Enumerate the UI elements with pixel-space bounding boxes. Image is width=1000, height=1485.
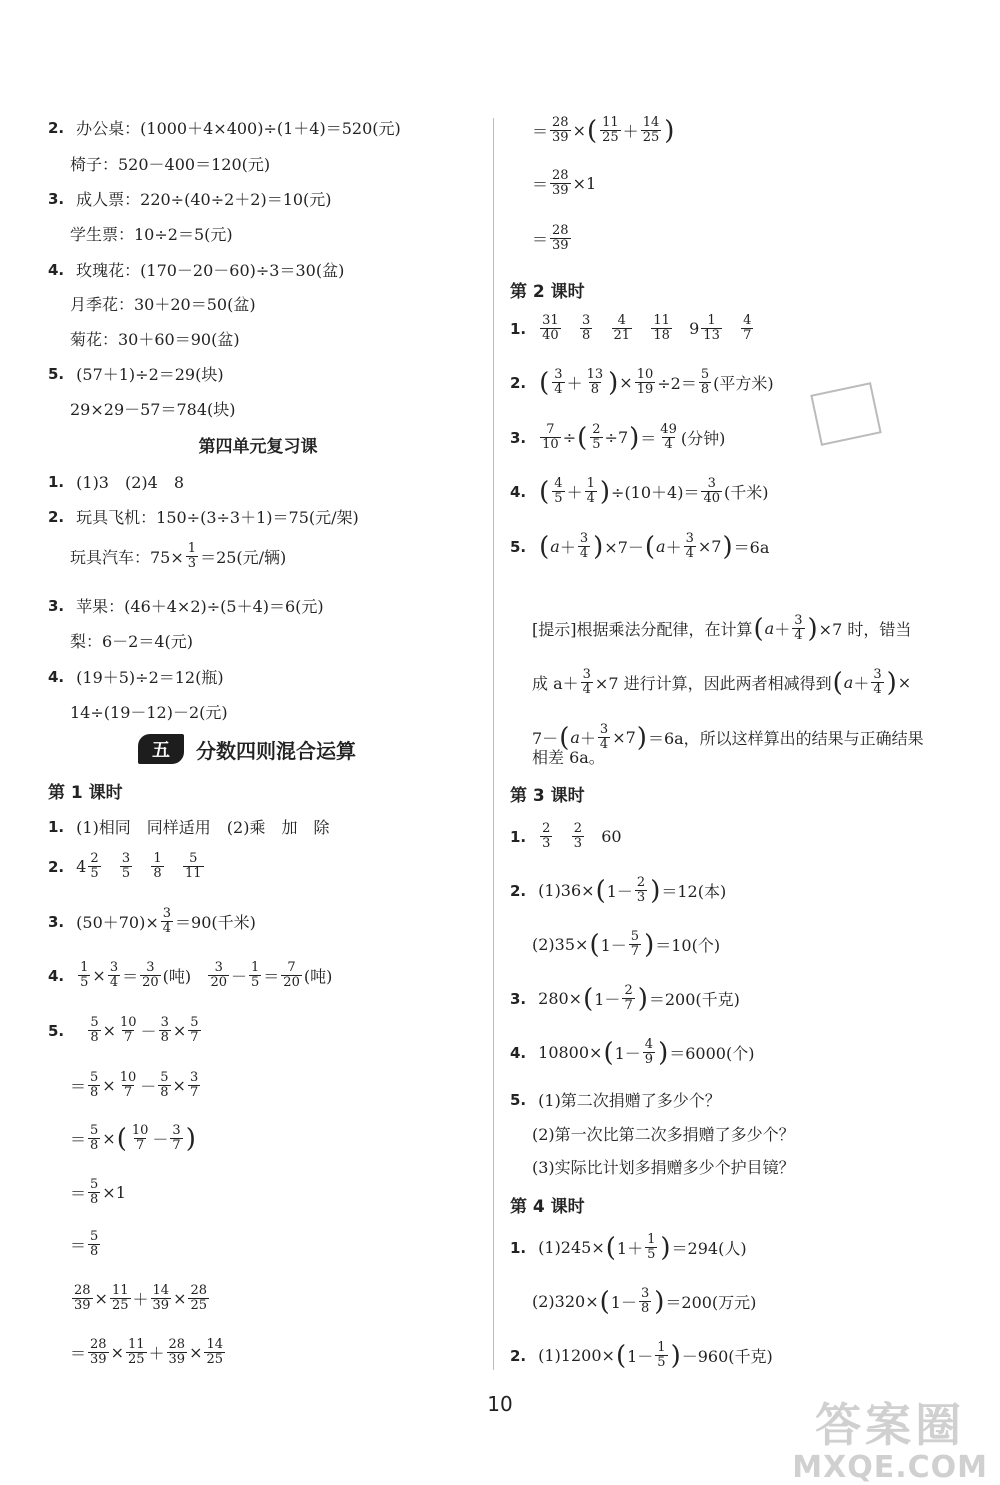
item-number: 4. [48, 966, 65, 985]
fraction: 2 7 [624, 983, 633, 1013]
fraction: 28 39 [90, 1337, 107, 1367]
answer-line [48, 152, 270, 175]
answer-text: 14÷(19－12)－2(元) [70, 703, 228, 722]
answer-text: (1)36× [538, 881, 595, 900]
answer-line [48, 470, 184, 493]
column-divider [493, 118, 494, 1370]
fraction: 1 5 [647, 1232, 656, 1262]
answer-text: －960(千克) [681, 1347, 773, 1366]
answer-line: ＝ 28 39 × ( 11 25 ＋ 14 25 ) [532, 115, 675, 146]
fraction: 5 7 [630, 929, 640, 959]
item-number: 3. [510, 428, 527, 447]
fraction: 2 3 [636, 875, 646, 905]
answer-text: 苹果：(46＋4×2)÷(5＋4)＝6(元) [76, 597, 324, 616]
answer-line [48, 815, 329, 838]
answer-line: ＝ 28 39 [532, 223, 569, 253]
fraction: 3 5 [121, 851, 131, 881]
answer-text: (2)第一次比第二次多捐赠了多少个？ [532, 1125, 795, 1144]
fraction: 3 20 [142, 960, 159, 990]
answer-text: (1)相同 同样适用 (2)乘 加 除 [76, 818, 330, 837]
fraction: 3 4 [873, 667, 882, 697]
item-number: 3. [48, 596, 65, 615]
answer-text: (分钟) [680, 429, 726, 448]
answer-text: ＝294(人) [671, 1239, 747, 1258]
answer-text: 菊花：30＋60＝90(盆) [70, 330, 240, 349]
answer-line: 2. (1)36× ( 1－ 2 3 ) ＝12(本) [510, 875, 727, 906]
item-number: 3. [48, 912, 65, 931]
answer-text: (平方米) [713, 374, 774, 393]
watermark-url: MXQE.COM [792, 1449, 988, 1485]
item-number: 4. [510, 1043, 527, 1062]
item-number: 2. [48, 118, 65, 137]
answer-text: 玫瑰花：(170－20－60)÷3＝30(盆) [76, 261, 345, 280]
answer-text: (50＋70)× [76, 913, 159, 932]
fraction: 11 18 [653, 313, 670, 343]
hint-line: [提示]根据乘法分配律，在计算 ( a ＋ 3 4 ) ×7 时，错当 [532, 613, 912, 644]
fraction: 3 7 [189, 1070, 199, 1100]
answer-text: 椅子：520－400＝120(元) [70, 155, 271, 174]
answer-line: 4. ( 4 5 ＋ 1 4 ) ÷(10＋4)＝ 3 40 (千米) [510, 476, 769, 507]
hint-line [510, 745, 605, 768]
answer-line [48, 852, 206, 881]
section-title: 第四单元复习课 [198, 437, 318, 457]
answer-text: 10800× [538, 1043, 603, 1062]
answer-line: 4. 1 5 × 3 4 ＝ 3 20 (吨) 3 20 － 1 5 ＝ 7 20 (吨) [48, 960, 333, 990]
fraction: 2 5 [90, 851, 99, 881]
fraction: 2 3 [542, 821, 551, 851]
item-number: 2. [48, 857, 65, 876]
fraction: 5 8 [90, 1177, 99, 1207]
unit-heading [138, 734, 356, 764]
hint-text: 7－ [532, 729, 559, 748]
answer-text: 玩具飞机：150÷(3÷3＋1)＝75(元/架) [76, 508, 359, 527]
fraction: 1 5 [657, 1340, 666, 1370]
answer-text: ＝200(万元) [665, 1293, 757, 1312]
answer-text: (吨) [162, 967, 192, 986]
item-number: 5. [510, 1090, 527, 1109]
item-number: 2. [510, 1346, 527, 1365]
answer-line: 1. (1)245× ( 1＋ 1 5 ) ＝294(人) [510, 1232, 747, 1263]
item-number: 4. [48, 667, 65, 686]
hint-text: [提示]根据乘法分配律，在计算 [532, 620, 753, 639]
hint-line: 7－ ( a ＋ 3 4 ×7 ) ＝6a，所以这样算出的结果与正确结果 [532, 722, 924, 753]
fraction: 11 25 [127, 1337, 145, 1367]
fraction: 5 8 [700, 367, 710, 397]
answer-line: 4. 10800× ( 1－ 4 9 ) ＝6000(个) [510, 1037, 755, 1068]
answer-line [48, 542, 286, 571]
item-number: 3. [48, 189, 65, 208]
fraction: 1 13 [703, 313, 720, 343]
fraction: 5 7 [190, 1015, 199, 1045]
hint-text: 相差 6a。 [532, 748, 605, 767]
answer-line [510, 1122, 795, 1145]
answer-line [48, 222, 233, 245]
fraction: 28 25 [190, 1283, 208, 1313]
hint-text: 成 a＋ [532, 674, 579, 693]
answer-line [48, 397, 236, 420]
fraction: 5 8 [160, 1070, 169, 1100]
answer-line [48, 187, 332, 210]
fraction: 3 40 [703, 476, 721, 506]
answer-line: 1. 31 40 3 8 4 21 11 18 9 1 13 4 7 [510, 313, 752, 343]
item-number: 2. [48, 507, 65, 526]
answer-line [48, 292, 256, 315]
answer-text: (2)320× [532, 1292, 599, 1311]
fraction: 28 39 [74, 1283, 91, 1313]
answer-line: 28 39 × 11 25 ＋ 14 39 × 28 25 [74, 1283, 208, 1313]
fraction: 5 11 [184, 851, 202, 881]
fraction: 28 39 [552, 168, 569, 198]
item-number: 1. [510, 319, 527, 338]
hint-text: ×7 时，错当 [818, 620, 912, 639]
answer-text: ＝6a [733, 538, 770, 557]
answer-line: ＝ 28 39 × 11 25 ＋ 28 39 × 14 25 [70, 1337, 224, 1367]
lesson-heading: 第 1 课时 [48, 783, 123, 803]
fraction: 11 25 [111, 1283, 129, 1313]
answer-line [48, 116, 401, 139]
hint-text: ＝6a，所以这样算出的结果与正确结果 [647, 729, 924, 748]
answer-text: 学生票：10÷2＝5(元) [70, 225, 233, 244]
fraction: 10 19 [636, 367, 654, 397]
answer-text: ＝12(本) [661, 882, 727, 901]
fraction: 10 7 [119, 1070, 137, 1100]
item-number: 1. [48, 817, 65, 836]
answer-line: 2. ( 3 4 ＋ 13 8 ) × 10 19 ÷2＝ 5 8 (平方米) [510, 367, 774, 398]
lesson-heading: 第 4 课时 [510, 1197, 585, 1217]
answer-text: (吨) [303, 967, 333, 986]
fraction: 3 7 [172, 1123, 181, 1153]
answer-text: (1)245× [538, 1238, 605, 1257]
answer-line: (2)320× ( 1－ 3 8 ) ＝200(万元) [532, 1286, 757, 1317]
fraction: 10 7 [120, 1015, 137, 1045]
answer-line [510, 822, 622, 851]
answer-text: (千米) [724, 483, 769, 502]
answer-line: ＝ 28 39 ×1 [532, 168, 597, 198]
stamp-mark [810, 382, 881, 446]
fraction: 5 8 [90, 1070, 99, 1100]
fraction: 3 4 [685, 531, 694, 561]
item-number: 5. [48, 1021, 65, 1040]
fraction: 10 7 [131, 1123, 149, 1153]
item-number: 2. [510, 373, 527, 392]
fraction: 4 21 [613, 313, 631, 343]
answer-line [48, 327, 240, 350]
answer-text: ＝10(个) [655, 936, 721, 955]
answer-text: (3)实际比计划多捐赠多少个护目镜？ [532, 1158, 795, 1177]
fraction: 5 8 [90, 1123, 99, 1153]
answer-text: (1)第二次捐赠了多少个？ [538, 1091, 721, 1110]
answer-line: ＝ 5 8 × ( 10 7 － 3 7 ) [70, 1123, 196, 1154]
fraction: 7 10 [542, 422, 559, 452]
answer-text: 办公桌：(1000＋4×400)÷(1＋4)＝520(元) [76, 119, 401, 138]
answer-line: ＝ 5 8 ×1 [70, 1177, 126, 1207]
answer-line [48, 505, 359, 528]
fraction: 14 25 [642, 115, 660, 145]
answer-text: 梨：6－2＝4(元) [70, 632, 194, 651]
fraction: 28 39 [552, 115, 569, 145]
answer-text: (19＋5)÷2＝12(瓶) [76, 668, 224, 687]
answer-text: ＝6000(个) [669, 1044, 755, 1063]
answer-line [48, 700, 228, 723]
answer-line: 3. 280× ( 1－ 2 7 ) ＝200(千克) [510, 983, 740, 1014]
fraction: 2 3 [573, 821, 582, 851]
lesson-heading: 第 3 课时 [510, 786, 585, 806]
answer-line: 2. (1)1200× ( 1－ 1 5 ) －960(千克) [510, 1340, 773, 1371]
fraction: 1 5 [251, 960, 260, 990]
answer-line [510, 1088, 721, 1111]
answer-line: (2)35× ( 1－ 5 7 ) ＝10(个) [532, 929, 721, 960]
fraction: 4 5 [554, 476, 563, 506]
fraction: 3 4 [554, 367, 563, 397]
fraction: 1 4 [586, 476, 595, 506]
answer-line [48, 362, 224, 385]
fraction: 3 8 [581, 313, 591, 343]
hint-line: 成 a＋ $\frac{3}{4}$ ×7 进行计算，因此两者相减得到 ( a ＋ 3 4 ) × [532, 667, 912, 698]
fraction: 3 4 [109, 960, 119, 990]
fraction: 2 5 [592, 422, 601, 452]
fraction: $\frac{1}{3}$ [187, 541, 197, 571]
watermark-logo [792, 1400, 988, 1484]
item-number: 4. [48, 260, 65, 279]
fraction: 5 8 [90, 1015, 99, 1045]
answer-line [48, 594, 324, 617]
answer-text: ＝25(元/辆) [200, 548, 287, 567]
answer-text: ＝90(千米) [175, 913, 256, 932]
hint-text: ×7 进行计算，因此两者相减得到 [594, 674, 832, 693]
answer-text: 玩具汽车：75× [70, 548, 184, 567]
fraction: 7 20 [283, 960, 300, 990]
answer-text: 280× [538, 989, 583, 1008]
fraction: 28 39 [552, 223, 569, 253]
item-number: 1. [510, 1238, 527, 1257]
answer-line: ＝ 5 8 [70, 1229, 99, 1259]
watermark-title: 答案圈 [815, 1398, 966, 1452]
item-number: 1. [510, 827, 527, 846]
fraction: 13 8 [586, 367, 604, 397]
answer-text: ＝200(千克) [648, 990, 740, 1009]
fraction: 1 8 [153, 851, 162, 881]
answer-text: 成人票：220÷(40÷2＋2)＝10(元) [76, 190, 332, 209]
answer-line [48, 629, 193, 652]
fraction: 5 8 [90, 1229, 99, 1259]
unit-badge: 五 [138, 734, 184, 764]
answer-line: 5. ( a ＋ 3 4 ) ×7－ ( a ＋ 3 4 ×7 ) ＝6a [510, 531, 770, 562]
fraction: $\frac{3}{4}$ [162, 906, 172, 936]
answer-line [48, 907, 256, 936]
fraction: 4 9 [644, 1037, 654, 1067]
fraction: 3 4 [579, 531, 589, 561]
fraction: 4 7 [743, 313, 752, 343]
item-number: 5. [48, 364, 65, 383]
answer-text: 29×29－57＝784(块) [70, 400, 236, 419]
fraction: 28 39 [168, 1337, 186, 1367]
fraction: 14 39 [152, 1283, 170, 1313]
item-number: 4. [510, 482, 527, 501]
unit-title: 分数四则混合运算 [196, 738, 356, 763]
item-number: 3. [510, 989, 527, 1008]
answer-text: (2)35× [532, 935, 589, 954]
fraction: 49 4 [660, 422, 677, 452]
answer-line [48, 665, 224, 688]
lesson-heading: 第 2 课时 [510, 282, 585, 302]
answer-text: (57＋1)÷2＝29(块) [76, 365, 224, 384]
fraction: 31 40 [542, 313, 559, 343]
fraction: 11 25 [602, 115, 619, 145]
answer-line [48, 258, 344, 281]
answer-text: 4 [76, 857, 87, 876]
answer-text: 60 [601, 827, 622, 846]
answer-line: ＝ 5 8 × 10 7 － 5 8 × 3 7 [70, 1070, 199, 1100]
answer-line [510, 1155, 795, 1178]
fraction: 14 25 [206, 1337, 224, 1367]
answer-text: 月季花：30＋20＝50(盆) [70, 295, 256, 314]
item-number: 5. [510, 537, 527, 556]
fraction: 3 20 [210, 960, 227, 990]
item-number: 1. [48, 472, 65, 491]
fraction: 3 8 [160, 1015, 169, 1045]
page-number: 10 [487, 1392, 513, 1416]
fraction: 1 5 [80, 960, 89, 990]
fraction: $\frac{3}{4}$ [582, 667, 591, 697]
fraction: 3 4 [599, 722, 609, 752]
answer-text: (1)3 (2)4 8 [76, 473, 185, 492]
fraction: 3 8 [640, 1286, 650, 1316]
answer-text: (1)1200× [538, 1346, 615, 1365]
answer-line: 5. 5 8 × 10 7 － 3 8 × 5 7 [48, 1015, 199, 1045]
fraction: 3 4 [794, 613, 803, 643]
answer-line: 3. 7 10 ÷ ( 2 5 ÷7 ) ＝ 49 4 (分钟) [510, 422, 726, 453]
item-number: 2. [510, 881, 527, 900]
